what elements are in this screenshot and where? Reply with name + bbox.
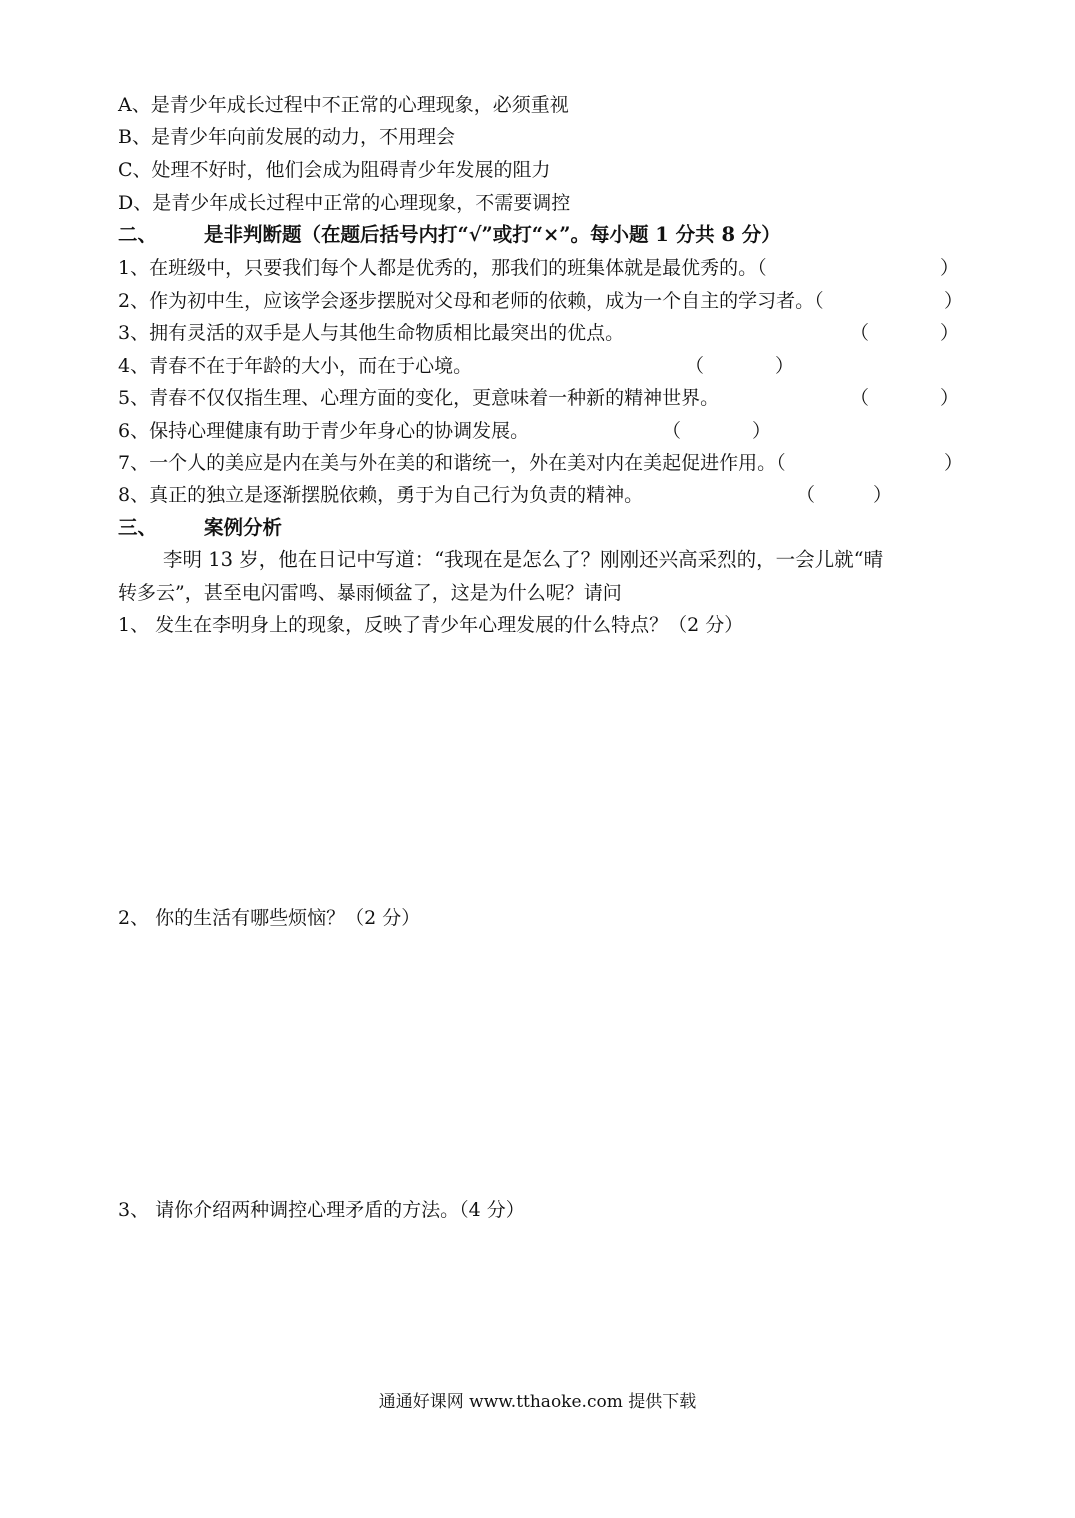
- judgment-6-paren-close: ）: [752, 420, 772, 442]
- case-text-line-1: 李明 13 岁，他在日记中写道：“我现在是怎么了？刚刚还兴高采烈的，一会儿就“晴: [163, 548, 884, 571]
- judgment-8-paren-open: （: [796, 484, 816, 506]
- judgment-7-paren-close: ）: [944, 452, 964, 474]
- section-two-title: 是非判断题（在题后括号内打“√”或打“×”。每小题 1 分共 8 分）: [204, 223, 781, 246]
- section-two-heading: [118, 222, 781, 248]
- judgment-item-3: 3、拥有灵活的双手是人与其他生命物质相比最突出的优点。: [118, 322, 625, 344]
- judgment-6-paren-open: （: [662, 420, 682, 442]
- option-a: A、是青少年成长过程中不正常的心理现象，必须重视: [118, 94, 569, 116]
- judgment-item-7: 7、一个人的美应是内在美与外在美的和谐统一，外在美对内在美起促进作用。（: [118, 452, 786, 474]
- option-c: C、处理不好时，他们会成为阻碍青少年发展的阻力: [118, 159, 551, 181]
- judgment-4-paren-open: （: [685, 355, 705, 377]
- judgment-item-6: 6、保持心理健康有助于青少年身心的协调发展。: [118, 420, 530, 442]
- section-three-title: 案例分析: [204, 516, 283, 539]
- judgment-item-8: 8、真正的独立是逐渐摆脱依赖，勇于为自己行为负责的精神。: [118, 484, 644, 506]
- section-three-number: 三、: [118, 516, 158, 539]
- judgment-item-5: 5、青春不仅仅指生理、心理方面的变化，更意味着一种新的精神世界。: [118, 387, 720, 409]
- judgment-8-paren-close: ）: [873, 484, 893, 506]
- judgment-3-paren-open: （: [850, 322, 870, 344]
- page-footer: 通通好课网 www.tthaoke.com 提供下载: [378, 1392, 697, 1412]
- question-1: 1、 发生在李明身上的现象，反映了青少年心理发展的什么特点？（2 分）: [118, 614, 744, 636]
- judgment-4-paren-close: ）: [775, 355, 795, 377]
- judgment-5-paren-close: ）: [940, 387, 960, 409]
- question-2: 2、 你的生活有哪些烦恼？（2 分）: [118, 907, 421, 929]
- judgment-1-paren-close: ）: [940, 257, 960, 279]
- judgment-3-paren-close: ）: [940, 322, 960, 344]
- judgment-2-paren-close: ）: [944, 290, 964, 312]
- judgment-item-4: 4、青春不在于年龄的大小，而在于心境。: [118, 355, 473, 377]
- judgment-item-2: 2、作为初中生，应该学会逐步摆脱对父母和老师的依赖，成为一个自主的学习者。（: [118, 290, 824, 312]
- section-two-number: 二、: [118, 223, 158, 246]
- judgment-item-1: 1、在班级中，只要我们每个人都是优秀的，那我们的班集体就是最优秀的。（: [118, 257, 767, 279]
- question-3: 3、 请你介绍两种调控心理矛盾的方法。（4 分）: [118, 1199, 525, 1221]
- option-d: D、是青少年成长过程中正常的心理现象，不需要调控: [118, 192, 571, 214]
- judgment-5-paren-open: （: [850, 387, 870, 409]
- case-text-line-2: 转多云”，甚至电闪雷鸣、暴雨倾盆了，这是为什么呢？请问: [118, 582, 622, 604]
- option-b: B、是青少年向前发展的动力，不用理会: [118, 126, 455, 148]
- section-three-heading: [118, 515, 282, 541]
